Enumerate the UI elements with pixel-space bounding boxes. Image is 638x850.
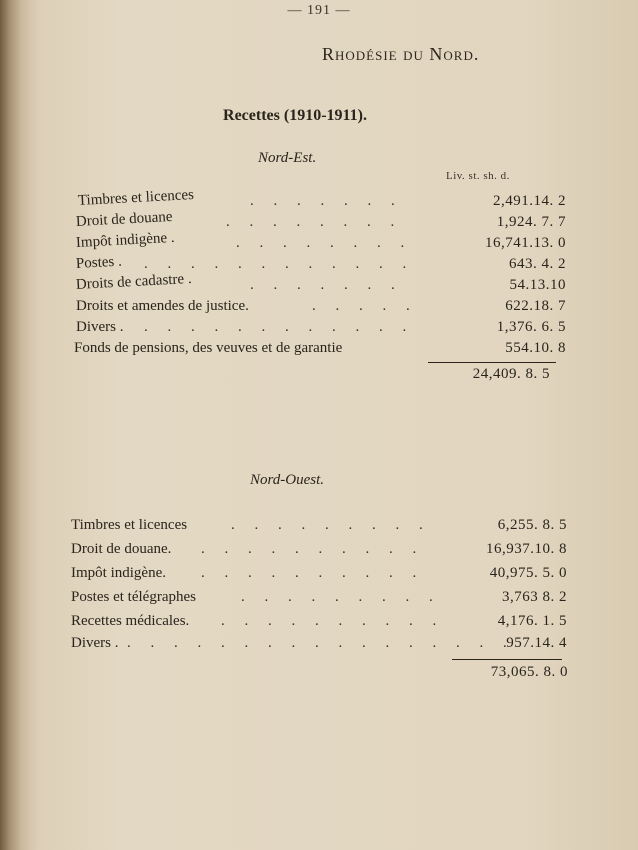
row-label: Impôt indigène . (75, 229, 175, 251)
row-label: Droit de douane. (71, 541, 172, 557)
row-label: Divers . (71, 635, 119, 651)
row-amount: 643. 4. 2 (509, 256, 566, 272)
table-row (71, 589, 571, 609)
leader-dots: . . . . . . . (250, 277, 403, 293)
row-amount: 16,937.10. 8 (486, 541, 567, 557)
row-label: Timbres et licences (77, 186, 195, 209)
page-title: Rhodésie du Nord. (322, 44, 480, 64)
row-label: Fonds de pensions, des veuves et de garantie (74, 340, 343, 356)
section-heading: Recettes (1910-1911). (223, 107, 367, 124)
page-gutter-shadow (0, 0, 30, 850)
row-amount: 957.14. 4 (506, 635, 567, 651)
table-row (75, 229, 576, 255)
table-row (76, 298, 576, 318)
table-row (74, 340, 574, 360)
table-row (71, 517, 571, 537)
table-row (71, 635, 571, 655)
nord-ouest-heading: Nord-Ouest. (250, 472, 325, 488)
row-label: Postes . (75, 253, 123, 272)
row-amount: 4,176. 1. 5 (497, 613, 567, 629)
leader-dots: . . . . . . . . . (241, 589, 441, 605)
leader-dots: . . . . . . . . (236, 235, 413, 251)
nord-ouest-total: 73,065. 8. 0 (490, 664, 568, 680)
page-number: — 191 — (287, 3, 351, 18)
leader-dots: . . . . . . . (250, 193, 403, 209)
nord-est-heading: Nord-Est. (258, 150, 317, 166)
row-label: Impôt indigène. (71, 565, 166, 581)
table-row (71, 613, 571, 633)
leader-dots: . . . . . . . . . . . . . . . . . (127, 635, 515, 651)
row-label: Droit de douane (75, 208, 173, 230)
leader-dots: . . . . . . . . . . . . (144, 256, 415, 272)
row-label: Divers . (76, 319, 124, 335)
sum-rule (428, 362, 556, 363)
row-amount: 554.10. 8 (505, 340, 566, 356)
leader-dots: . . . . . . . . . . (221, 613, 445, 629)
table-row (71, 565, 571, 585)
table-row (76, 319, 576, 339)
leader-dots: . . . . . . . . . (231, 517, 431, 533)
row-amount: 3,763 8. 2 (502, 589, 567, 605)
row-amount: 16,741.13. 0 (485, 235, 566, 251)
leader-dots: . . . . . . . . . . (201, 541, 425, 557)
row-amount: 6,255. 8. 5 (497, 517, 567, 533)
row-label: Postes et télégraphes (71, 589, 196, 605)
nord-est-total: 24,409. 8. 5 (472, 366, 550, 382)
row-amount: 54.13.10 (509, 277, 566, 293)
row-amount: 2,491.14. 2 (493, 193, 566, 209)
row-amount: 1,924. 7. 7 (496, 214, 566, 230)
leader-dots: . . . . . . . . (226, 214, 403, 230)
leader-dots: . . . . . (312, 298, 418, 314)
row-label: Droits de cadastre . (75, 270, 193, 293)
units-header: Liv. st. sh. d. (446, 170, 510, 182)
row-label: Timbres et licences (71, 517, 188, 533)
table-row (75, 270, 576, 297)
row-label: Recettes médicales. (71, 613, 190, 629)
leader-dots: . . . . . . . . . . . . (144, 319, 415, 335)
leader-dots: . . . . . . . . . . (201, 565, 425, 581)
row-amount: 40,975. 5. 0 (489, 565, 567, 581)
table-row (71, 541, 571, 561)
row-amount: 1,376. 6. 5 (496, 319, 566, 335)
row-amount: 622.18. 7 (505, 298, 566, 314)
row-label: Droits et amendes de justice. (76, 298, 249, 314)
sum-rule (452, 659, 562, 660)
